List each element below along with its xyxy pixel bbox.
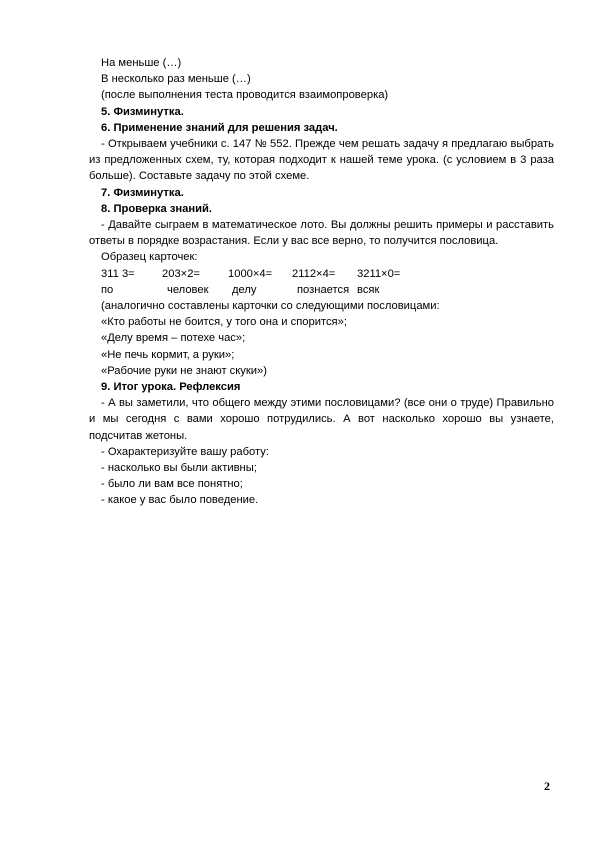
- section-heading-6: 6. Применение знаний для решения задач.: [101, 121, 338, 134]
- page-number: 2: [544, 779, 550, 793]
- text-line: - Охарактеризуйте вашу работу:: [101, 445, 269, 458]
- text-line: На меньше (…): [101, 57, 182, 69]
- card-words-row: [89, 282, 554, 298]
- page-content: [89, 55, 554, 509]
- card-word: познается: [297, 283, 350, 296]
- text-line: - было ли вам все понятно;: [101, 478, 243, 491]
- card-word: по: [101, 283, 114, 296]
- card-word: человек: [167, 283, 209, 296]
- text-line: - насколько вы были активны;: [101, 462, 257, 475]
- card-example: 1000×4=: [228, 267, 273, 280]
- text-line: (после выполнения теста проводится взаимопроверка): [101, 89, 389, 102]
- card-word: всяк: [357, 283, 380, 296]
- proverb: «Кто работы не боится, у того она и спорится»;: [101, 316, 347, 329]
- section-heading-8: 8. Проверка знаний.: [101, 202, 213, 215]
- card-example: 3211×0=: [357, 267, 401, 280]
- paragraph-lotto: - Давайте сыграем в математическое лото. Вы должны решить примеры и расставить ответы в порядке возрастания. Если у вас все верно, то получится пословица.: [89, 219, 554, 248]
- card-example: 2112×4=: [292, 267, 336, 280]
- paragraph-task: - Открываем учебники с. 147 № 552. Прежде чем решать задачу я предлагаю выбрать из предложенных схем, ту, которая подходит к нашей теме урока. (с условием в 3 раза больше). Составьте задачу по этой схеме.: [89, 138, 554, 183]
- section-heading-5: 5. Физминутка.: [101, 105, 184, 118]
- proverb: «Рабочие руки не знают скуки»): [101, 364, 267, 377]
- proverb: «Не печь кормит, а руки»;: [101, 348, 235, 361]
- card-word: делу: [232, 283, 257, 296]
- paragraph-reflection: - А вы заметили, что общего между этими пословицами? (все они о труде) Правильно и мы сегодня с вами хорошо потрудились. А вот насколько хорошо вы узнаете, подсчитав жетоны.: [89, 397, 554, 442]
- card-example: 311 3=: [101, 267, 135, 280]
- sample-cards-label: Образец карточек:: [101, 251, 198, 264]
- text-line: В несколько раз меньше (…): [101, 73, 251, 86]
- card-example: 203×2=: [162, 267, 200, 280]
- proverb: «Делу время – потехе час»;: [101, 332, 246, 345]
- section-heading-7: 7. Физминутка.: [101, 186, 184, 199]
- text-line: - какое у вас было поведение.: [101, 494, 259, 507]
- section-heading-9: 9. Итог урока. Рефлексия: [101, 381, 241, 394]
- card-examples-row: [89, 266, 554, 282]
- text-line: (аналогично составлены карточки со следующими пословицами:: [101, 300, 440, 313]
